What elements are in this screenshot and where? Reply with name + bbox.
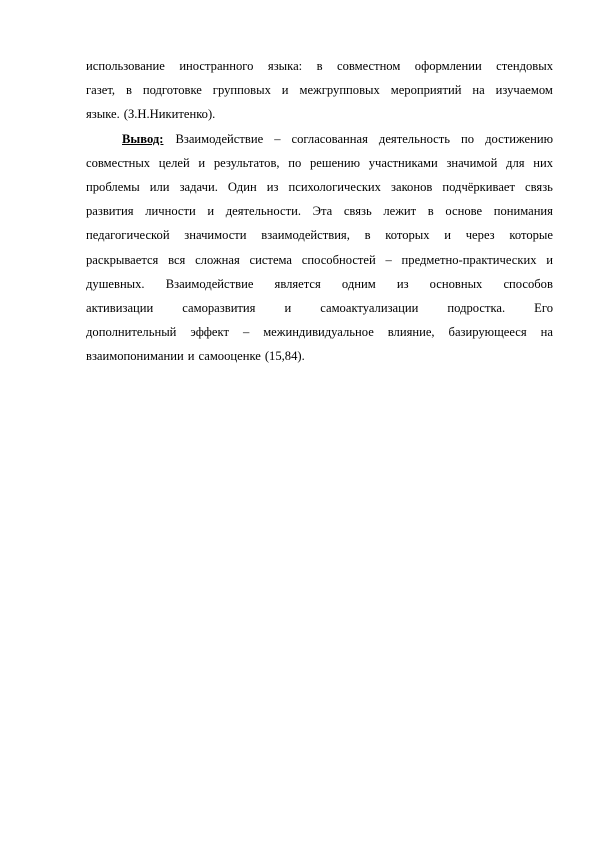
word: по: [461, 131, 475, 146]
word: проблемы: [86, 179, 140, 194]
word: самооценке: [198, 349, 261, 364]
paragraph-1-line: [86, 102, 553, 126]
word: мероприятий: [390, 83, 462, 98]
word: раскрывается: [86, 252, 159, 267]
word: связь: [343, 204, 372, 219]
word: и: [207, 204, 215, 219]
word: и: [444, 228, 452, 243]
word: –: [385, 252, 392, 267]
word: деятельность: [378, 131, 451, 146]
word: них: [533, 155, 553, 170]
word: на: [540, 325, 553, 340]
word: базирующееся: [448, 325, 527, 340]
word: которых: [385, 228, 430, 243]
paragraph-2-line: [86, 272, 553, 296]
word: в: [364, 228, 371, 243]
word: или: [149, 179, 170, 194]
word: Его: [534, 300, 553, 315]
word: изучаемом: [495, 83, 553, 98]
word: (15,84).: [264, 349, 305, 364]
word: стендовых: [496, 59, 553, 73]
word: и: [281, 83, 289, 98]
word: личности: [145, 204, 196, 219]
word: законов: [391, 179, 433, 194]
word: оформлении: [414, 59, 482, 73]
word: сложная: [195, 252, 240, 267]
word: способов: [503, 276, 553, 291]
paragraph-2-line: [86, 296, 553, 320]
word: подчёркивает: [442, 179, 515, 194]
word: педагогической: [86, 228, 170, 243]
word: межгрупповых: [299, 83, 380, 98]
word: –: [274, 131, 281, 146]
word: является: [274, 276, 321, 291]
word: для: [506, 155, 525, 170]
word: газет,: [86, 83, 116, 98]
word: из: [396, 276, 409, 291]
word: из: [266, 179, 279, 194]
word: основных: [429, 276, 483, 291]
paragraph-2-line: [86, 175, 553, 199]
word: совместных: [86, 155, 151, 170]
word: задачи.: [179, 179, 218, 194]
word: одним: [341, 276, 376, 291]
word: основе: [445, 204, 483, 219]
word: которые: [509, 228, 553, 243]
word: Взаимодействие: [175, 131, 264, 146]
paragraph-1-line: [86, 78, 553, 102]
word: значимой: [446, 155, 498, 170]
word: на: [472, 83, 485, 98]
word: Взаимодействие: [165, 276, 254, 291]
word: эффект: [190, 325, 229, 340]
word: и: [198, 155, 206, 170]
word: подготовке: [142, 83, 202, 98]
word: и: [284, 300, 292, 315]
paragraph-2-line: [86, 199, 553, 223]
word: предметно-практических: [401, 252, 537, 267]
word: в: [125, 83, 132, 98]
word: согласованная: [291, 131, 368, 146]
word: саморазвития: [182, 300, 256, 315]
word: взаимодействия,: [261, 228, 350, 243]
word: и: [546, 252, 553, 267]
paragraph-2-line: [86, 320, 553, 344]
word: (З.Н.Никитенко).: [123, 107, 216, 122]
word: групповых: [212, 83, 271, 98]
word: влияние,: [387, 325, 435, 340]
word: самоактуализации: [320, 300, 419, 315]
word: результатов,: [213, 155, 280, 170]
document-body: [86, 54, 553, 368]
paragraph-2-line: [86, 223, 553, 247]
word: межиндивидуальное: [263, 325, 374, 340]
word: иностранного: [179, 59, 254, 73]
word: активизации: [86, 300, 154, 315]
word: решению: [309, 155, 361, 170]
word: вся: [168, 252, 186, 267]
word: значимости: [184, 228, 247, 243]
word: связь: [525, 179, 553, 194]
word: понимания: [493, 204, 553, 219]
word: развития: [86, 204, 134, 219]
word: душевных.: [86, 276, 145, 291]
conclusion-label: Вывод:: [122, 131, 164, 146]
word: психологических: [288, 179, 381, 194]
word: в: [427, 204, 434, 219]
word: достижению: [485, 131, 553, 146]
word: совместном: [336, 59, 401, 73]
word: по: [288, 155, 302, 170]
word: языка:: [267, 59, 303, 73]
word: участниками: [368, 155, 438, 170]
conclusion-first-line: [86, 127, 553, 151]
word: через: [465, 228, 495, 243]
word: целей: [158, 155, 190, 170]
word: деятельности.: [225, 204, 302, 219]
word: использование: [86, 59, 165, 73]
word: способностей: [301, 252, 376, 267]
paragraph-2-line: [86, 151, 553, 175]
word: взаимопонимании: [86, 349, 184, 364]
word: в: [316, 59, 323, 73]
word: подростка.: [447, 300, 506, 315]
word: дополнительный: [86, 325, 177, 340]
paragraph-1-line: [86, 54, 553, 78]
word: языке.: [86, 107, 120, 122]
word: система: [249, 252, 293, 267]
word: Эта: [312, 204, 333, 219]
word: Один: [227, 179, 257, 194]
conclusion-first-line-text: [175, 127, 553, 151]
word: лежит: [383, 204, 417, 219]
word: и: [187, 349, 195, 364]
word: –: [242, 325, 250, 340]
paragraph-2-line: [86, 248, 553, 272]
paragraph-2-line: [86, 344, 553, 368]
